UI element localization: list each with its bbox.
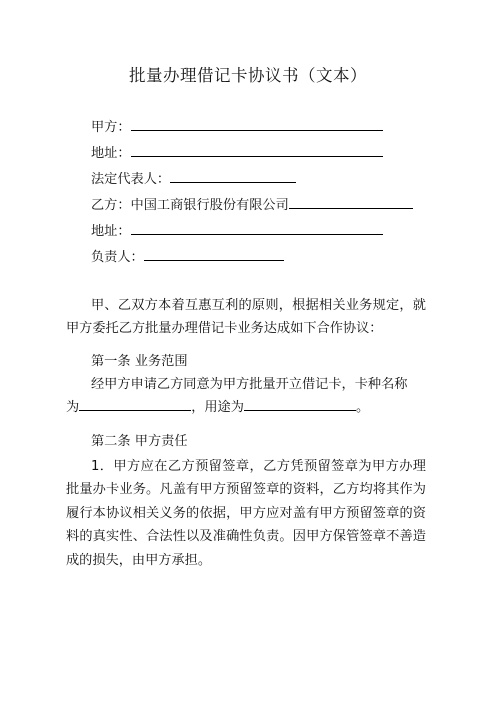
party-a-blank[interactable] — [131, 117, 383, 131]
article-1-title: 第一条 业务范围 — [91, 354, 188, 369]
person-in-charge-blank[interactable] — [144, 247, 284, 261]
address-b-line — [91, 221, 383, 241]
party-b-blank[interactable] — [289, 195, 413, 209]
article-2-title: 第二条 甲方责任 — [91, 434, 188, 449]
legal-rep-label: 法定代表人： — [91, 172, 171, 187]
party-a-line — [91, 117, 383, 137]
address-a-label: 地址： — [91, 146, 131, 161]
address-b-blank[interactable] — [131, 221, 383, 235]
article-1-line1: 经甲方申请乙方同意为甲方批量开立借记卡，卡种名称 — [91, 377, 408, 392]
article-1-line2 — [66, 396, 369, 419]
address-a-line — [91, 143, 383, 163]
document-title: 批量办理借记卡协议书（文本） — [129, 66, 367, 85]
legal-rep-blank[interactable] — [170, 169, 296, 183]
article-2-clause-1: 1．甲方应在乙方预留签章，乙方凭预留签章为甲方办理批量办卡业务。凡盖有甲方预留签章的资料，乙方均将其作为履行本协议相关义务的依据，甲方应对盖有甲方预留签章的资料的真实性、合法性以及准确性负责。因甲方保管签章不善造成的损失，由甲方承担。 — [66, 459, 426, 568]
purpose-blank[interactable] — [244, 397, 356, 411]
person-in-charge-line — [91, 247, 284, 267]
person-in-charge-label: 负责人： — [91, 250, 144, 265]
address-b-label: 地址： — [91, 224, 131, 239]
preamble-paragraph: 甲、乙双方本着互惠互利的原则，根据相关业务规定，就甲方委托乙方批量办理借记卡业务达成如下合作协议： — [66, 298, 426, 337]
party-b-label: 乙方：中国工商银行股份有限公司 — [91, 198, 289, 213]
article-1-line2-mid: ，用途为 — [191, 400, 244, 416]
party-a-label: 甲方： — [91, 120, 131, 135]
article-1-line2-pre: 为 — [66, 400, 80, 416]
article-1-body — [66, 373, 426, 420]
legal-rep-line — [91, 169, 296, 189]
party-b-line — [91, 195, 413, 215]
address-a-blank[interactable] — [131, 143, 383, 157]
article-1-line2-end: 。 — [355, 400, 370, 416]
card-name-blank[interactable] — [79, 397, 191, 411]
